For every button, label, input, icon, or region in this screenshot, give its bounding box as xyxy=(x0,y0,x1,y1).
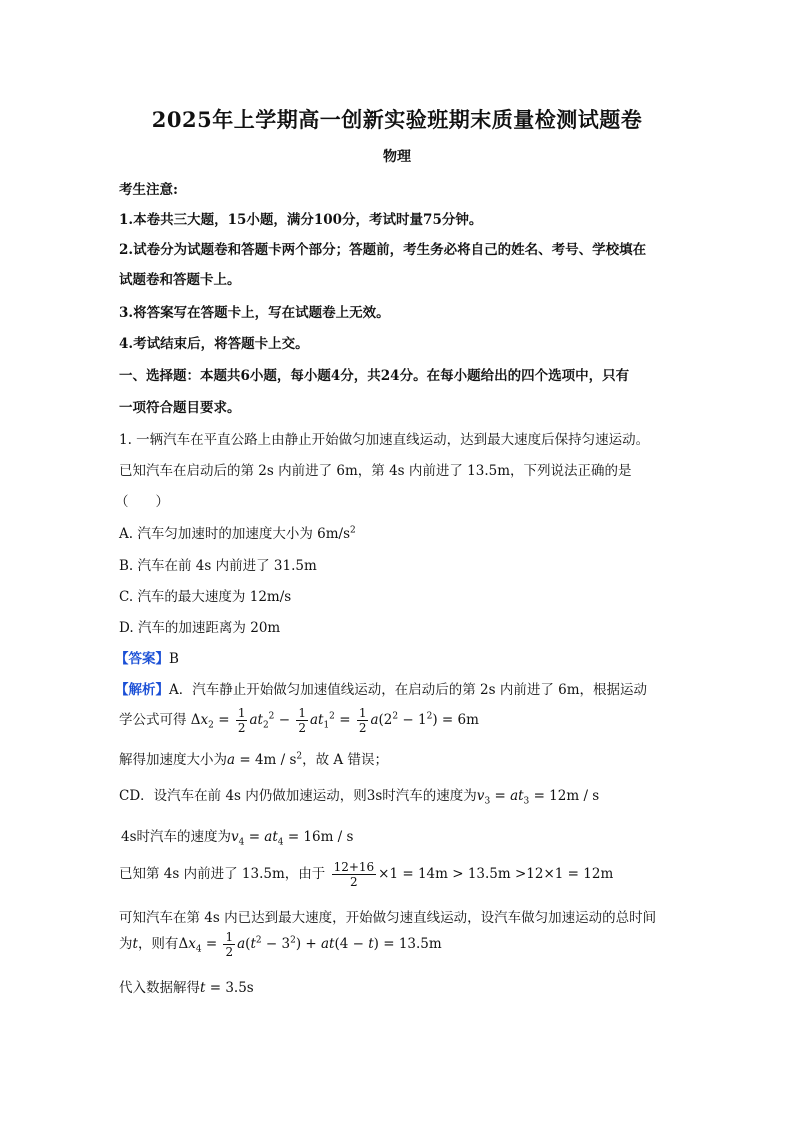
question-stem: 1. 一辆汽车在平直公路上由静止开始做匀加速直线运动，达到最大速度后保持匀速运动。 xyxy=(119,432,650,448)
option-b xyxy=(119,554,689,574)
subject-label: 物理 xyxy=(383,149,411,165)
answer-tag: 【答案】 xyxy=(115,651,169,667)
formula: $\frac{12+16}{2}$ ×1 = 14m > 13.5m >12×1 = 12m xyxy=(333,860,614,889)
formula: $v_3 = at_3 = 12m / s$ xyxy=(476,788,600,807)
formula: t = 3.5s xyxy=(200,980,254,996)
analysis-line xyxy=(119,976,689,996)
analysis-line xyxy=(119,860,689,889)
analysis-text: 4s xyxy=(121,829,137,845)
analysis-tag: 【解析】 xyxy=(115,682,169,698)
option-letter: C. xyxy=(119,589,134,605)
note-item: 3.将答案写在答题卡上，写在试题卷上无效。 xyxy=(119,305,390,321)
option-text: 汽车匀加速时的加速度大小为 6m/s xyxy=(137,526,351,542)
analysis-line xyxy=(115,678,685,698)
section-heading-cont: 一项符合题目要求。 xyxy=(119,400,241,416)
note-item: 4.考试结束后，将答题卡上交。 xyxy=(119,336,309,352)
analysis-text: 为 xyxy=(119,936,133,952)
option-text: 汽车的最大速度为 12m/s xyxy=(137,589,292,605)
formula: t xyxy=(132,936,138,952)
note-item: 试题卷和答题卡上。 xyxy=(119,272,241,288)
option-a xyxy=(119,522,689,542)
analysis-line xyxy=(119,784,689,807)
analysis-text: ，故 A 错误； xyxy=(302,752,388,768)
analysis-text: 代入数据解得 xyxy=(119,980,200,996)
formula: $a = 4m / s^2$ xyxy=(227,751,303,768)
option-text: 汽车在前 4s 内前进了 31.5m xyxy=(137,558,317,574)
analysis-text: 解得加速度大小为 xyxy=(119,752,227,768)
option-c xyxy=(119,585,689,605)
answer-paren: （ ） xyxy=(115,494,169,510)
formula: $\Delta x_2$ = $\frac{1}{2}$ $at_2^2$ − $\frac{1}{2}$ $at_1^2$ = $\frac{1}{2}$ $a(2^2 - 1^2) = 6m$ xyxy=(190,706,479,735)
option-letter: B. xyxy=(119,558,134,574)
analysis-text: 时汽车的速度为 xyxy=(382,788,477,804)
analysis-text: 学公式可得 xyxy=(119,712,187,728)
option-letter: D. xyxy=(119,620,134,636)
answer-value: B xyxy=(169,651,179,667)
analysis-text: 3s xyxy=(366,788,383,804)
analysis-formula-line xyxy=(119,930,689,959)
analysis-line: 可知汽车在第 4s 内已达到最大速度，开始做匀速直线运动，设汽车做匀加速运动的总时间 xyxy=(119,910,657,926)
analysis-line xyxy=(119,748,689,768)
section-heading: 一、选择题：本题共6小题，每小题4分，共24分。在每小题给出的四个选项中，只有 xyxy=(119,368,630,384)
option-letter: A. xyxy=(119,526,134,542)
option-d xyxy=(119,616,689,636)
note-item: 2.试卷分为试题卷和答题卡两个部分；答题前，考生务必将自己的姓名、考号、学校填在 xyxy=(119,242,647,258)
answer-line xyxy=(115,647,685,667)
notes-heading: 考生注意: xyxy=(119,182,178,198)
analysis-line xyxy=(121,825,691,848)
analysis-text: ，则有 xyxy=(137,936,179,952)
option-text: 汽车的加速距离为 20m xyxy=(137,620,281,636)
page-title: 2025年上学期高一创新实验班期末质量检测试题卷 xyxy=(151,107,643,132)
question-stem-cont: 已知汽车在启动后的第 2s 内前进了 6m，第 4s 内前进了 13.5m，下列说法正确的是 xyxy=(119,463,632,479)
formula: $v_4 = at_4 = 16m / s$ xyxy=(231,829,354,848)
analysis-text: 已知第 4s 内前进了 13.5m，由于 xyxy=(119,866,326,882)
analysis-text: 时汽车的速度为 xyxy=(136,829,232,845)
analysis-text: A．汽车静止开始做匀加速值线运动，在启动后的第 2s 内前进了 6m，根据运动 xyxy=(169,682,648,698)
analysis-formula-line xyxy=(119,706,689,735)
analysis-text: CD．设汽车在前 4s 内仍做加速运动，则 xyxy=(119,788,367,804)
formula: $\Delta x_4$ = $\frac{1}{2}$ $a(t^2 - 3^2) + at(4 - t) = 13.5m$ xyxy=(178,930,442,959)
option-superscript: 2 xyxy=(350,525,356,536)
note-item: 1.本卷共三大题，15小题，满分100分，考试时量75分钟。 xyxy=(119,212,483,228)
